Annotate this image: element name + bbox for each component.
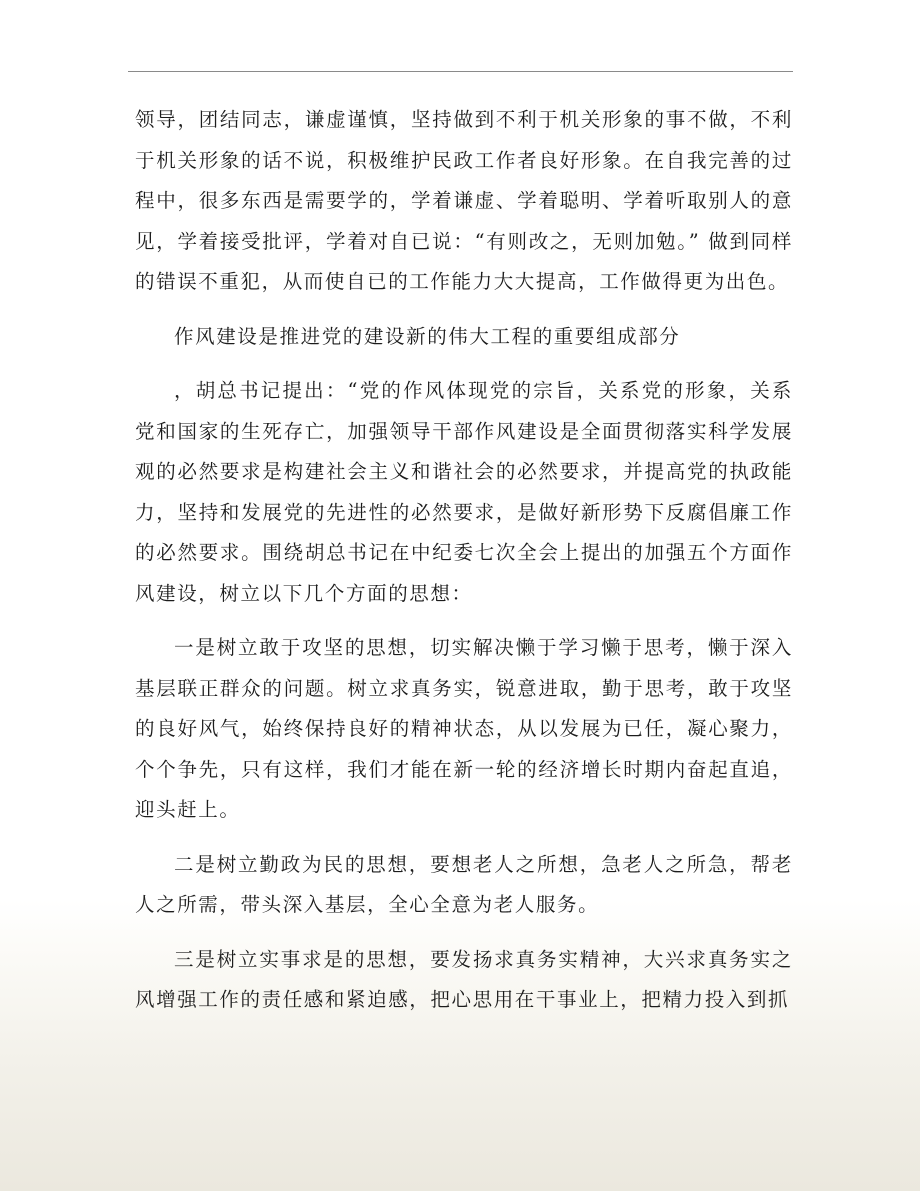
paragraph-3: ，胡总书记提出：“党的作风体现党的宗旨，关系党的形象，关系党和国家的生死存亡，加强领导干部作风建设是全面贯彻落实科学发展观的必然要求是构建社会主义和谐社会的必然要求，并提高党的执政能力，坚持和发展党的先进性的必然要求，是做好新形势下反腐倡廉工作的必然要求。围绕胡总书记在中纪委七次全会上提出的加强五个方面作风建设，树立以下几个方面的思想： <box>135 379 793 605</box>
paragraph-6: 三是树立实事求是的思想，要发扬求真务实精神，大兴求真务实之风增强工作的责任感和紧迫感，把心思用在干事业上，把精力投入到抓 <box>135 947 793 1011</box>
paragraph-2-heading: 作风建设是推进党的建设新的伟大工程的重要组成部分 <box>174 324 681 348</box>
paragraph-1: 领导，团结同志，谦虚谨慎，坚持做到不利于机关形象的事不做，不利于机关形象的话不说，积极维护民政工作者良好形象。在自我完善的过程中，很多东西是需要学的，学着谦虚、学着聪明、学着听取别人的意见，学着接受批评，学着对自已说：“有则改之，无则加勉。” 做到同样的错误不重犯，从而使自已的工作能力大大提高，工作做得更为出色。 <box>135 108 793 293</box>
paragraph-4: 一是树立敢于攻坚的思想，切实解决懒于学习懒于思考，懒于深入基层联正群众的问题。树立求真务实，锐意进取，勤于思考，敢于攻坚的良好风气，始终保持良好的精神状态，从以发展为已任，凝心聚力，个个争先，只有这样，我们才能在新一轮的经济增长时期内奋起直追，迎头赶上。 <box>135 636 793 821</box>
header-divider <box>128 71 793 72</box>
paragraph-5: 二是树立勤政为民的思想，要想老人之所想，急老人之所急，帮老人之所需，带头深入基层，全心全意为老人服务。 <box>135 852 793 916</box>
document-body <box>135 100 793 1021</box>
